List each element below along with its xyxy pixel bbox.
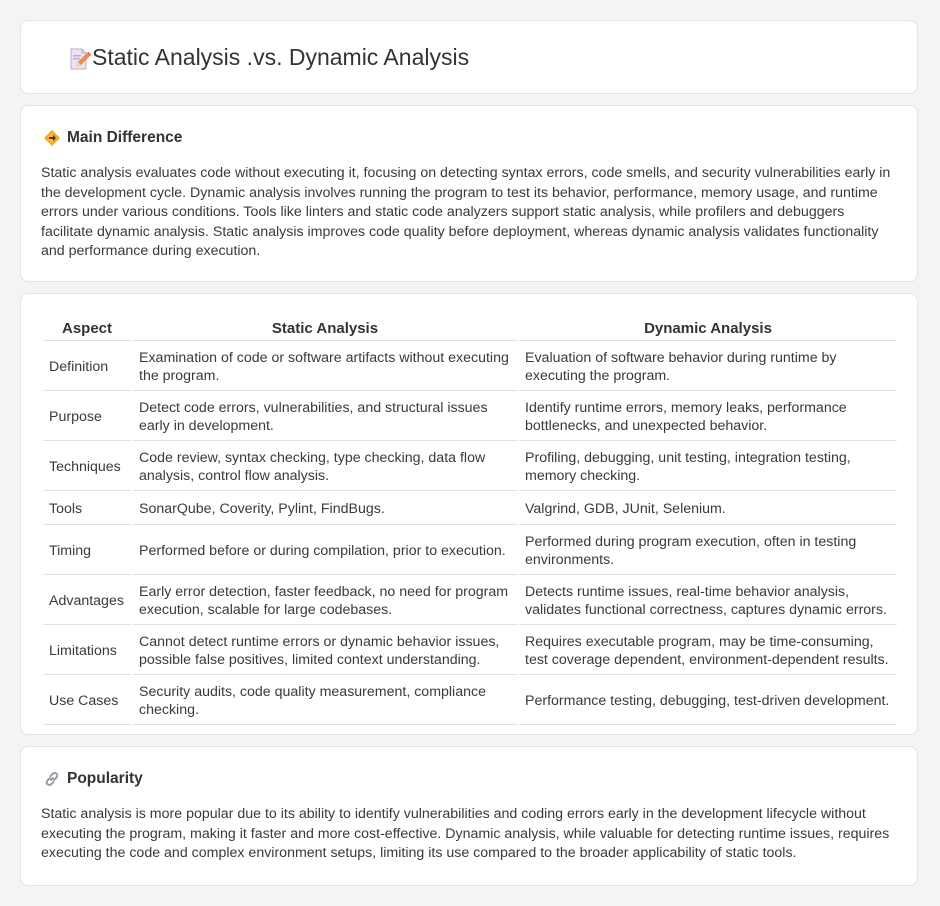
- main-difference-card: [20, 105, 918, 282]
- table-row: [43, 527, 897, 575]
- static-cell: Code review, syntax checking, type checking, data flow analysis, control flow analysis.: [133, 443, 517, 491]
- dynamic-cell: Detects runtime issues, real-time behavior analysis, validates functional correctness, captures dynamic errors.: [519, 577, 897, 625]
- table-row: [43, 677, 897, 725]
- table-row: [43, 393, 897, 441]
- main-difference-heading: Main Difference: [67, 129, 183, 146]
- dynamic-cell: Performance testing, debugging, test-driven development.: [519, 677, 897, 725]
- static-cell: Security audits, code quality measurement, compliance checking.: [133, 677, 517, 725]
- header-aspect: Aspect: [43, 316, 131, 341]
- link-icon: [43, 770, 61, 788]
- dynamic-cell: Requires executable program, may be time-consuming, test coverage dependent, environment-dependent results.: [519, 627, 897, 675]
- table-row: [43, 343, 897, 391]
- table-row: [43, 493, 897, 525]
- title-card: [20, 20, 918, 94]
- diamond-sign-icon: [43, 129, 61, 147]
- dynamic-cell: Valgrind, GDB, JUnit, Selenium.: [519, 493, 897, 525]
- page-title: Static Analysis .vs. Dynamic Analysis: [92, 44, 470, 70]
- static-cell: Early error detection, faster feedback, no need for program execution, scalable for large codebases.: [133, 577, 517, 625]
- dynamic-cell: Evaluation of software behavior during runtime by executing the program.: [519, 343, 897, 391]
- table-row: [43, 577, 897, 625]
- dynamic-cell: Identify runtime errors, memory leaks, performance bottlenecks, and unexpected behavior.: [519, 393, 897, 441]
- static-cell: Examination of code or software artifacts without executing the program.: [133, 343, 517, 391]
- aspect-cell: Techniques: [43, 443, 131, 491]
- popularity-card: [20, 746, 918, 886]
- comparison-card: [20, 293, 918, 735]
- aspect-cell: Definition: [43, 343, 131, 391]
- table-row: [43, 443, 897, 491]
- aspect-cell: Purpose: [43, 393, 131, 441]
- aspect-cell: Tools: [43, 493, 131, 525]
- header-static: Static Analysis: [133, 316, 517, 341]
- popularity-text: Static analysis is more popular due to its ability to identify vulnerabilities and coding errors early in the development lifecycle without executing the program, making it faster and more cost-effective. Dynamic analysis, while valuable for detecting runtime issues, requires executing the code and complex environment setups, limiting its use compared to the broader applicability of static tools.: [41, 806, 890, 862]
- aspect-cell: Advantages: [43, 577, 131, 625]
- dynamic-cell: Profiling, debugging, unit testing, integration testing, memory checking.: [519, 443, 897, 491]
- header-dynamic: Dynamic Analysis: [519, 316, 897, 341]
- static-cell: Cannot detect runtime errors or dynamic behavior issues, possible false positives, limited context understanding.: [133, 627, 517, 675]
- static-cell: Detect code errors, vulnerabilities, and structural issues early in development.: [133, 393, 517, 441]
- dynamic-cell: Performed during program execution, often in testing environments.: [519, 527, 897, 575]
- aspect-cell: Timing: [43, 527, 131, 575]
- aspect-cell: Use Cases: [43, 677, 131, 725]
- static-cell: Performed before or during compilation, prior to execution.: [133, 527, 517, 575]
- aspect-cell: Limitations: [43, 627, 131, 675]
- static-cell: SonarQube, Coverity, Pylint, FindBugs.: [133, 493, 517, 525]
- document-pencil-icon: [67, 47, 91, 71]
- main-difference-text: Static analysis evaluates code without executing it, focusing on detecting syntax errors, code smells, and security vulnerabilities early in the development cycle. Dynamic analysis involves running the program to test its behavior, performance, memory usage, and runtime errors under various conditions. Tools like linters and static code analyzers support static analysis, while profilers and debuggers facilitate dynamic analysis. Static analysis improves code quality before deployment, whereas dynamic analysis validates functionality and performance during execution.: [41, 165, 891, 260]
- comparison-table: [41, 314, 899, 727]
- table-row: [43, 627, 897, 675]
- popularity-heading: Popularity: [67, 770, 143, 787]
